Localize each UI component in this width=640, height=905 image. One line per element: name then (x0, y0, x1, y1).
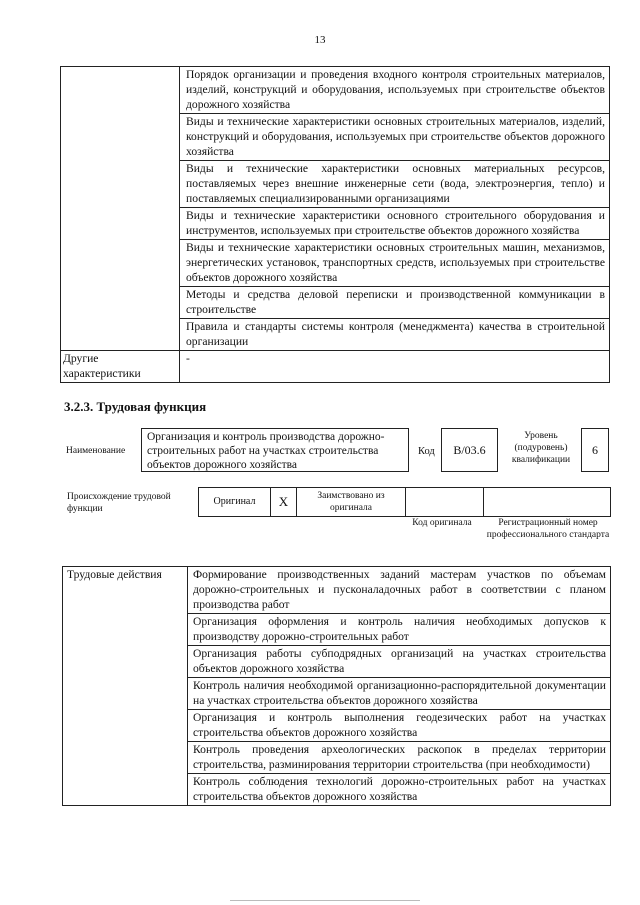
knowledge-item: Виды и технические характеристики основного строительного оборудования и инструментов, используемых при строительстве объектов дорожного хозяйства (180, 208, 610, 240)
origin-box (198, 487, 611, 517)
action-item: Формирование производственных заданий мастерам участков по объемам дорожно-строительных и пусконаладочных работ в соответствии с планом производства работ (188, 567, 611, 614)
footer-divider (230, 900, 420, 901)
table-row (61, 351, 610, 383)
knowledge-item: Методы и средства деловой переписки и производственной коммуникации в строительстве (180, 287, 610, 319)
knowledge-item: Виды и технические характеристики основных строительных материалов, изделий, конструкций и оборудования, используемых при строительстве объектов дорожного хозяйства (180, 114, 610, 161)
action-item: Организация работы субподрядных организаций на участках строительства объектов дорожного хозяйства (188, 646, 611, 678)
knowledge-item: Виды и технические характеристики основных материальных ресурсов, поставляемых через внешние инженерные сети (вода, электроэнергия, тепло) и поставляемых специализированными организациями (180, 161, 610, 208)
qualification-level: 6 (581, 428, 609, 472)
knowledge-table (60, 66, 610, 383)
function-name: Организация и контроль производства дорожно-строительных работ на участках строительства объектов дорожного хозяйства (141, 428, 409, 472)
action-item: Контроль соблюдения технологий дорожно-строительных работ на участках строительства объектов дорожного хозяйства (188, 774, 611, 806)
borrowed-label: Заимствовано из оригинала (297, 488, 406, 516)
code-original-label: Код оригинала (412, 518, 472, 528)
action-item: Контроль наличия необходимой организационно-распорядительной документации на участках строительства объектов дорожного хозяйства (188, 678, 611, 710)
original-label: Оригинал (199, 488, 271, 516)
knowledge-item: Порядок организации и проведения входного контроля строительных материалов, изделий, конструкций и оборудования, используемых при строительстве объектов дорожного хозяйства (180, 67, 610, 114)
original-mark: X (271, 488, 297, 516)
page-number: 13 (314, 34, 326, 46)
action-item: Контроль проведения археологических раскопок в пределах территории строительства, разминирования территории строительства (при необходимости) (188, 742, 611, 774)
action-item: Организация и контроль выполнения геодезических работ на участках строительства объектов дорожного хозяйства (188, 710, 611, 742)
other-characteristics-value: - (180, 351, 610, 383)
knowledge-item: Правила и стандарты системы контроля (менеджмента) качества в строительной организации (180, 319, 610, 351)
origin-label: Происхождение трудовой функции (67, 492, 171, 514)
labour-actions-label: Трудовые действия (63, 567, 188, 806)
table-row (61, 67, 610, 114)
action-item: Организация оформления и контроль наличия необходимых допусков к производству дорожно-строительных работ (188, 614, 611, 646)
reg-number-label: Регистрационный номер профессионального стандарта (486, 518, 610, 540)
labour-actions-table (62, 566, 611, 806)
knowledge-item: Виды и технические характеристики основных строительных машин, механизмов, энергетических установок, транспортных средств, используемых при строительстве объектов дорожного хозяйства (180, 240, 610, 287)
level-label: Уровень (подуровень) квалификации (511, 431, 571, 465)
code-label: Код (418, 446, 435, 457)
section-title: 3.2.3. Трудовая функция (64, 399, 207, 414)
function-code: В/03.6 (441, 428, 498, 472)
name-label: Наименование (66, 446, 126, 456)
row-label (61, 67, 180, 351)
other-characteristics-label: Другие характеристики (61, 351, 180, 383)
reg-number-cell (484, 488, 610, 516)
original-code-cell (406, 488, 484, 516)
table-row (63, 567, 611, 614)
